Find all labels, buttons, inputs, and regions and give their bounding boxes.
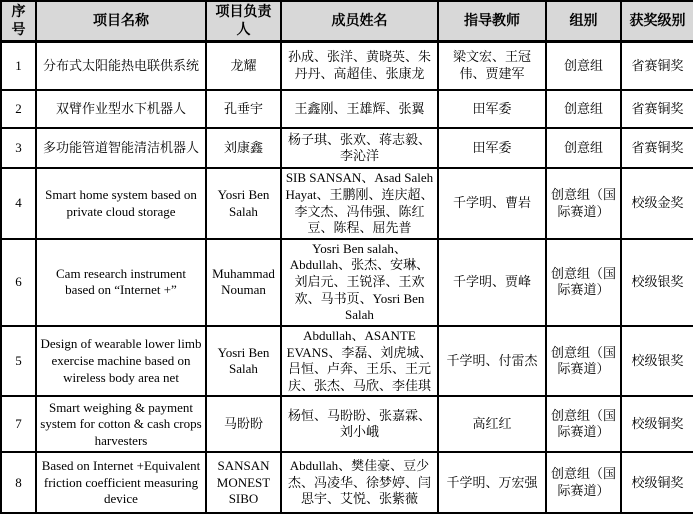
cell-members: Abdullah、樊佳豪、豆少杰、冯凌华、徐梦婷、闫思宇、艾悦、张紫薇 — [281, 452, 438, 513]
table-row — [1, 41, 693, 90]
cell-seq: 2 — [1, 90, 36, 128]
cell-seq: 1 — [1, 41, 36, 90]
col-header-award-level: 获奖级别 — [621, 1, 693, 41]
cell-members: 杨子琪、张欢、蒋志毅、李沁洋 — [281, 128, 438, 168]
cell-leader: Muhammad Nouman — [206, 239, 281, 326]
header-row — [1, 1, 693, 41]
cell-award-level: 省赛铜奖 — [621, 41, 693, 90]
cell-advisor: 千学明、曹岩 — [438, 168, 546, 239]
cell-award-level: 省赛铜奖 — [621, 128, 693, 168]
cell-members: 王鑫刚、王雄辉、张翼 — [281, 90, 438, 128]
cell-group: 创意组（国际赛道） — [546, 168, 621, 239]
cell-group: 创意组（国际赛道） — [546, 396, 621, 452]
cell-group: 创意组（国际赛道） — [546, 452, 621, 513]
cell-group: 创意组（国际赛道） — [546, 326, 621, 397]
cell-award-level: 校级铜奖 — [621, 396, 693, 452]
cell-award-level: 校级银奖 — [621, 326, 693, 397]
col-header-project-name: 项目名称 — [36, 1, 206, 41]
cell-leader: 刘康鑫 — [206, 128, 281, 168]
col-header-members: 成员姓名 — [281, 1, 438, 41]
table-row — [1, 168, 693, 239]
table-row — [1, 90, 693, 128]
table-row — [1, 326, 693, 397]
col-header-leader: 项目负责人 — [206, 1, 281, 41]
cell-leader: Yosri Ben Salah — [206, 326, 281, 397]
col-header-seq: 序号 — [1, 1, 36, 41]
cell-members: Abdullah、ASANTE EVANS、李磊、刘虎城、吕恒、卢奔、王乐、王元庆、张杰、马欣、李佳琪 — [281, 326, 438, 397]
cell-advisor: 田军委 — [438, 128, 546, 168]
col-header-advisor: 指导教师 — [438, 1, 546, 41]
cell-advisor: 高红红 — [438, 396, 546, 452]
col-header-group: 组别 — [546, 1, 621, 41]
cell-group: 创意组 — [546, 128, 621, 168]
cell-leader: 龙耀 — [206, 41, 281, 90]
cell-seq: 3 — [1, 128, 36, 168]
cell-project-name: Based on Internet +Equivalent friction coefficient measuring device — [36, 452, 206, 513]
table-row — [1, 239, 693, 326]
cell-leader: SANSAN MONEST SIBO — [206, 452, 281, 513]
cell-project-name: Design of wearable lower limb exercise machine based on wireless body area net — [36, 326, 206, 397]
cell-members: SIB SANSAN、Asad Saleh Hayat、王鹏刚、连庆超、李文杰、冯伟强、陈红豆、陈程、屈先普 — [281, 168, 438, 239]
cell-members: 杨恒、马盼盼、张嘉霖、刘小峨 — [281, 396, 438, 452]
cell-advisor: 千学明、万宏强 — [438, 452, 546, 513]
cell-group: 创意组 — [546, 41, 621, 90]
cell-seq: 7 — [1, 396, 36, 452]
cell-award-level: 校级铜奖 — [621, 452, 693, 513]
cell-project-name: 多功能管道智能清洁机器人 — [36, 128, 206, 168]
cell-members: 孙成、张洋、黄晓英、朱丹丹、高超佳、张康龙 — [281, 41, 438, 90]
cell-project-name: Smart home system based on private cloud storage — [36, 168, 206, 239]
cell-advisor: 千学明、贾峰 — [438, 239, 546, 326]
cell-advisor: 梁文宏、王冠伟、贾建军 — [438, 41, 546, 90]
table-row — [1, 396, 693, 452]
cell-award-level: 省赛铜奖 — [621, 90, 693, 128]
cell-project-name: Smart weighing & payment system for cotton & cash crops harvesters — [36, 396, 206, 452]
cell-members: Yosri Ben salah、Abdullah、张杰、安琳、刘启元、王锐泽、王欢欢、马书页、Yosri Ben Salah — [281, 239, 438, 326]
cell-award-level: 校级银奖 — [621, 239, 693, 326]
cell-leader: Yosri Ben Salah — [206, 168, 281, 239]
cell-award-level: 校级金奖 — [621, 168, 693, 239]
cell-seq: 8 — [1, 452, 36, 513]
cell-project-name: 分布式太阳能热电联供系统 — [36, 41, 206, 90]
cell-group: 创意组 — [546, 90, 621, 128]
table-row — [1, 128, 693, 168]
cell-seq: 5 — [1, 326, 36, 397]
cell-advisor: 千学明、付雷杰 — [438, 326, 546, 397]
cell-seq: 6 — [1, 239, 36, 326]
cell-leader: 孔垂宇 — [206, 90, 281, 128]
cell-project-name: 双臂作业型水下机器人 — [36, 90, 206, 128]
cell-group: 创意组（国际赛道） — [546, 239, 621, 326]
cell-seq: 4 — [1, 168, 36, 239]
cell-advisor: 田军委 — [438, 90, 546, 128]
cell-leader: 马盼盼 — [206, 396, 281, 452]
cell-project-name: Cam research instrument based on “Internet +” — [36, 239, 206, 326]
